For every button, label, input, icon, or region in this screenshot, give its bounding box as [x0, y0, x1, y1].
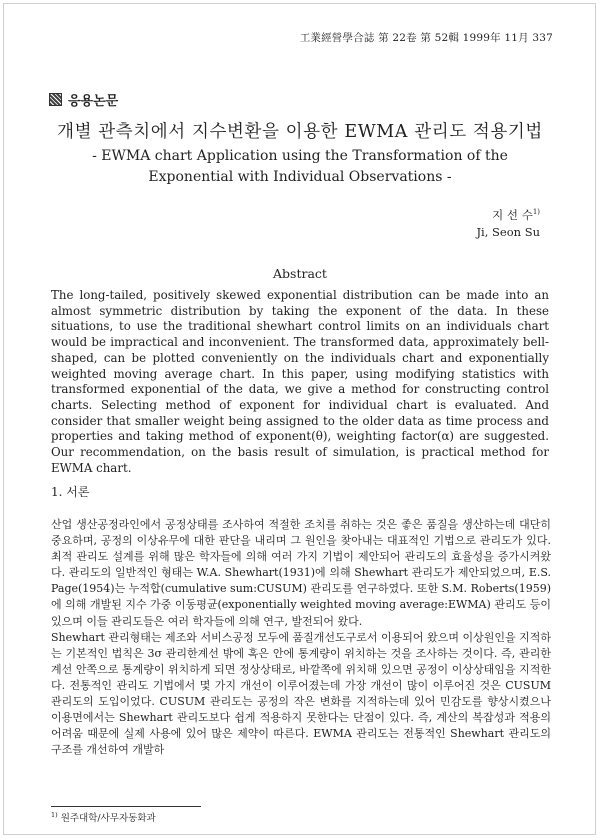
section-heading: 1. 서론: [51, 485, 90, 499]
title-english-line1: - EWMA chart Application using the Transformation of the: [92, 148, 508, 164]
body-paragraph-1: 산업 생산공정라인에서 공정상태를 조사하여 적절한 조치를 취하는 것은 좋은 품질을 생산하는데 대단히 중요하며, 공정의 이상유무에 대한 판단을 내리며 그 원인을 찾아내는 대표적인 기법으로 관리도가 있다. 최적 관리도 설계를 위해 많은 학자들에 의해 여러 가지 기법이 제안되어 관리도의 효율성을 증가시켜왔다. 관리도의 일반적인 형태는 W.A. Shewhart(1931)에 의해 Shewhart 관리도가 제안되었으며, E.S. Page(1954)는 누적합(cumulative sum:CUSUM) 관리도를 연구하였다. 또한 S.M. Roberts(1959)에 의해 개발된 지수 가중 이동평균(exponentially weighted moving average:EWMA) 관리도 등이 있으며 이들 관리도들은 여러 학자들에 의해 연구, 발전되어 왔다.: [51, 518, 551, 628]
title-korean: 개별 관측치에서 지수변환을 이용한 EWMA 관리도 적용기법: [57, 122, 543, 142]
hatched-square-icon: [49, 93, 62, 106]
footnote: [51, 810, 156, 824]
author-name-korean: 지 선 수$^{1)}$: [492, 207, 540, 222]
author-affiliation-mark: 1): [532, 208, 540, 216]
title-english-line2: Exponential with Individual Observations -: [148, 169, 452, 185]
footnote-mark: 1): [51, 810, 58, 819]
body-paragraph-2: Shewhart 관리형태는 제조와 서비스공정 모두에 품질개선도구로서 이용되어 왔으며 이상원인을 지적하는 기본적인 법칙은 3σ 관리한계선 밖에 혹은 안에 통계량이 위치하는 것을 조사하는 것이다. 즉, 관리한계선 안쪽으로 통계량이 위치하게 되면 정상상태로, 바깥쪽에 위치해 있으면 공정이 이상상태임을 지적한다. 전통적인 관리도 기법에서 몇 가지 개선이 이루어졌는데 가장 개선이 많이 이루어진 것은 CUSUM 관리도의 도입이었다. CUSUM 관리도는 공정의 작은 변화를 지적하는데 있어 민감도를 향상시켰으나 이용면에서는 Shewhart 관리도보다 쉽게 적용하지 못한다는 단점이 있다. 즉, 계산의 복잡성과 적용의 어려움 때문에 실제 사용에 있어 많은 제약이 따른다. EWMA 관리도는 전통적인 Shewhart 관리도의 구조를 개선하여 개발하: [51, 630, 551, 757]
author-block: [476, 204, 540, 241]
section-tag: [49, 90, 118, 109]
body-text: [51, 517, 551, 758]
footnote-text: 원주대학/사무자동화과: [60, 813, 156, 824]
title-english: [0, 146, 600, 188]
footnote-divider: [51, 806, 201, 807]
author-name-english: Ji, Seon Su: [476, 224, 540, 239]
section-tag-label: 응용논문: [68, 94, 119, 109]
abstract-text: The long-tailed, positively skewed exponential distribution can be made into an almost symmetric distribution by taking the exponent of the data. In these situations, to use the traditional shewhart control limits on an individuals chart would be impractical and inconvenient. The transformed data, approximately bell-shaped, can be plotted conveniently on the individuals chart and exponentially weighted moving average chart. In this paper, using modifying statistics with transformed exponential of the data, we give a method for constructing control charts. Selecting method of exponent for individual chart is evaluated. And consider that smaller weight being assigned to the older data as time process and properties and taking method of exponent(θ), weighting factor(α) are suggested. Our recommendation, on the basis result of simulation, is practical method for EWMA chart.: [51, 288, 549, 475]
abstract-heading: Abstract: [273, 266, 327, 281]
running-head: 工業經營學合誌 第 22卷 第 52輯 1999年 11月 337: [299, 32, 553, 44]
